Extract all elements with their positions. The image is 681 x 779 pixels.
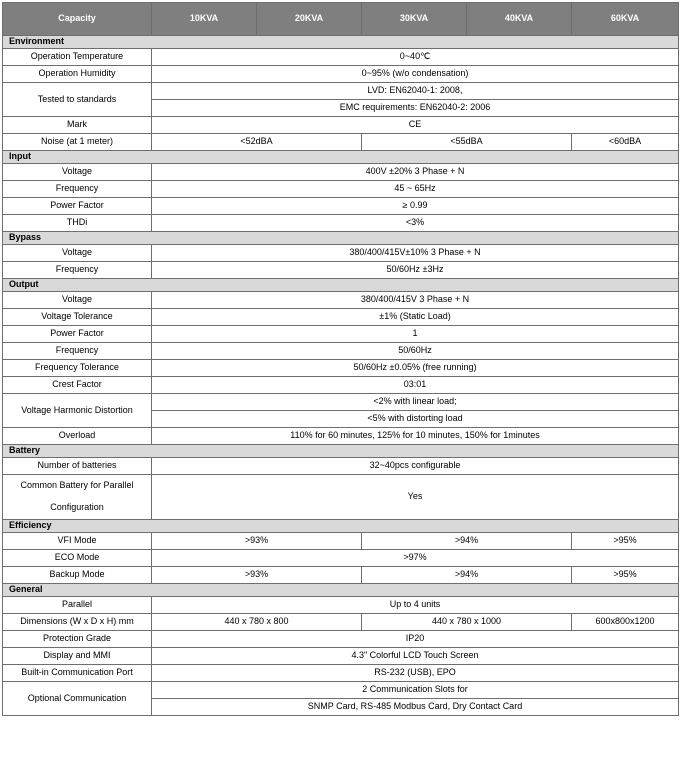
row-label-vfi-mode: VFI Mode: [3, 533, 152, 550]
row-label-output-frequency: Frequency: [3, 343, 152, 360]
vfi-value-60kva: >95%: [572, 533, 679, 550]
row-label-overload: Overload: [3, 428, 152, 445]
output-voltage-value: 380/400/415V 3 Phase + N: [152, 292, 679, 309]
thdi-value: <3%: [152, 215, 679, 232]
display-and-mmi-value: 4.3" Colorful LCD Touch Screen: [152, 648, 679, 665]
row-label-voltage-tolerance: Voltage Tolerance: [3, 309, 152, 326]
row-label-noise: Noise (at 1 meter): [3, 134, 152, 151]
row-label-output-power-factor: Power Factor: [3, 326, 152, 343]
section-general: General: [3, 584, 679, 597]
row-label-frequency-tolerance: Frequency Tolerance: [3, 360, 152, 377]
backup-value-60kva: >95%: [572, 567, 679, 584]
model-header-10kva: 10KVA: [152, 3, 257, 36]
section-environment: Environment: [3, 36, 679, 49]
input-power-factor-value: ≥ 0.99: [152, 198, 679, 215]
row-label-thdi: THDi: [3, 215, 152, 232]
backup-value-10-20kva: >93%: [152, 567, 362, 584]
row-label-number-of-batteries: Number of batteries: [3, 458, 152, 475]
dimensions-value-30-40kva: 440 x 780 x 1000: [362, 614, 572, 631]
row-label-bypass-frequency: Frequency: [3, 262, 152, 279]
row-label-output-voltage: Voltage: [3, 292, 152, 309]
optional-communication-cards-value: SNMP Card, RS-485 Modbus Card, Dry Contact Card: [152, 699, 679, 716]
capacity-header: Capacity: [3, 3, 152, 36]
input-frequency-value: 45 ~ 65Hz: [152, 181, 679, 198]
backup-value-30-40kva: >94%: [362, 567, 572, 584]
row-label-eco-mode: ECO Mode: [3, 550, 152, 567]
operation-temperature-value: 0~40℃: [152, 49, 679, 66]
section-battery: Battery: [3, 445, 679, 458]
common-battery-label-line-2: Configuration: [50, 502, 104, 512]
crest-factor-value: 03:01: [152, 377, 679, 394]
voltage-tolerance-value: ±1% (Static Load): [152, 309, 679, 326]
common-battery-value: Yes: [152, 475, 679, 520]
standards-emc-value: EMC requirements: EN62040-2: 2006: [152, 100, 679, 117]
section-efficiency: Efficiency: [3, 520, 679, 533]
row-label-tested-to-standards: Tested to standards: [3, 83, 152, 117]
row-label-parallel: Parallel: [3, 597, 152, 614]
row-label-mark: Mark: [3, 117, 152, 134]
frequency-tolerance-value: 50/60Hz ±0.05% (free running): [152, 360, 679, 377]
bypass-frequency-value: 50/60Hz ±3Hz: [152, 262, 679, 279]
section-bypass: Bypass: [3, 232, 679, 245]
row-label-input-power-factor: Power Factor: [3, 198, 152, 215]
row-label-input-frequency: Frequency: [3, 181, 152, 198]
row-label-dimensions: Dimensions (W x D x H) mm: [3, 614, 152, 631]
row-label-display-and-mmi: Display and MMI: [3, 648, 152, 665]
vfi-value-30-40kva: >94%: [362, 533, 572, 550]
section-input: Input: [3, 151, 679, 164]
model-header-20kva: 20KVA: [257, 3, 362, 36]
protection-grade-value: IP20: [152, 631, 679, 648]
operation-humidity-value: 0~95% (w/o condensation): [152, 66, 679, 83]
communication-port-value: RS-232 (USB), EPO: [152, 665, 679, 682]
vhd-distorting-value: <5% with distorting load: [152, 411, 679, 428]
vfi-value-10-20kva: >93%: [152, 533, 362, 550]
row-label-input-voltage: Voltage: [3, 164, 152, 181]
noise-value-30-40kva: <55dBA: [362, 134, 572, 151]
dimensions-value-60kva: 600x800x1200: [572, 614, 679, 631]
common-battery-label-line-1: Common Battery for Parallel: [20, 480, 134, 491]
number-of-batteries-value: 32~40pcs configurable: [152, 458, 679, 475]
standards-lvd-value: LVD: EN62040-1: 2008,: [152, 83, 679, 100]
overload-value: 110% for 60 minutes, 125% for 10 minutes, 150% for 1minutes: [152, 428, 679, 445]
row-label-protection-grade: Protection Grade: [3, 631, 152, 648]
model-header-60kva: 60KVA: [572, 3, 679, 36]
mark-value: CE: [152, 117, 679, 134]
spec-table: [2, 2, 679, 716]
input-voltage-value: 400V ±20% 3 Phase + N: [152, 164, 679, 181]
noise-value-10-20kva: <52dBA: [152, 134, 362, 151]
model-header-40kva: 40KVA: [467, 3, 572, 36]
dimensions-value-10-20kva: 440 x 780 x 800: [152, 614, 362, 631]
header-row: [3, 3, 679, 36]
row-label-operation-temperature: Operation Temperature: [3, 49, 152, 66]
row-label-optional-communication: Optional Communication: [3, 682, 152, 716]
output-power-factor-value: 1: [152, 326, 679, 343]
vhd-linear-value: <2% with linear load;: [152, 394, 679, 411]
output-frequency-value: 50/60Hz: [152, 343, 679, 360]
model-header-30kva: 30KVA: [362, 3, 467, 36]
noise-value-60kva: <60dBA: [572, 134, 679, 151]
row-label-voltage-harmonic-distortion: Voltage Harmonic Distortion: [3, 394, 152, 428]
row-label-common-battery: [3, 475, 152, 520]
row-label-communication-port: Built-in Communication Port: [3, 665, 152, 682]
row-label-bypass-voltage: Voltage: [3, 245, 152, 262]
row-label-operation-humidity: Operation Humidity: [3, 66, 152, 83]
bypass-voltage-value: 380/400/415V±10% 3 Phase + N: [152, 245, 679, 262]
row-label-backup-mode: Backup Mode: [3, 567, 152, 584]
row-label-crest-factor: Crest Factor: [3, 377, 152, 394]
optional-communication-slots-value: 2 Communication Slots for: [152, 682, 679, 699]
eco-mode-value: >97%: [152, 550, 679, 567]
parallel-value: Up to 4 units: [152, 597, 679, 614]
section-output: Output: [3, 279, 679, 292]
